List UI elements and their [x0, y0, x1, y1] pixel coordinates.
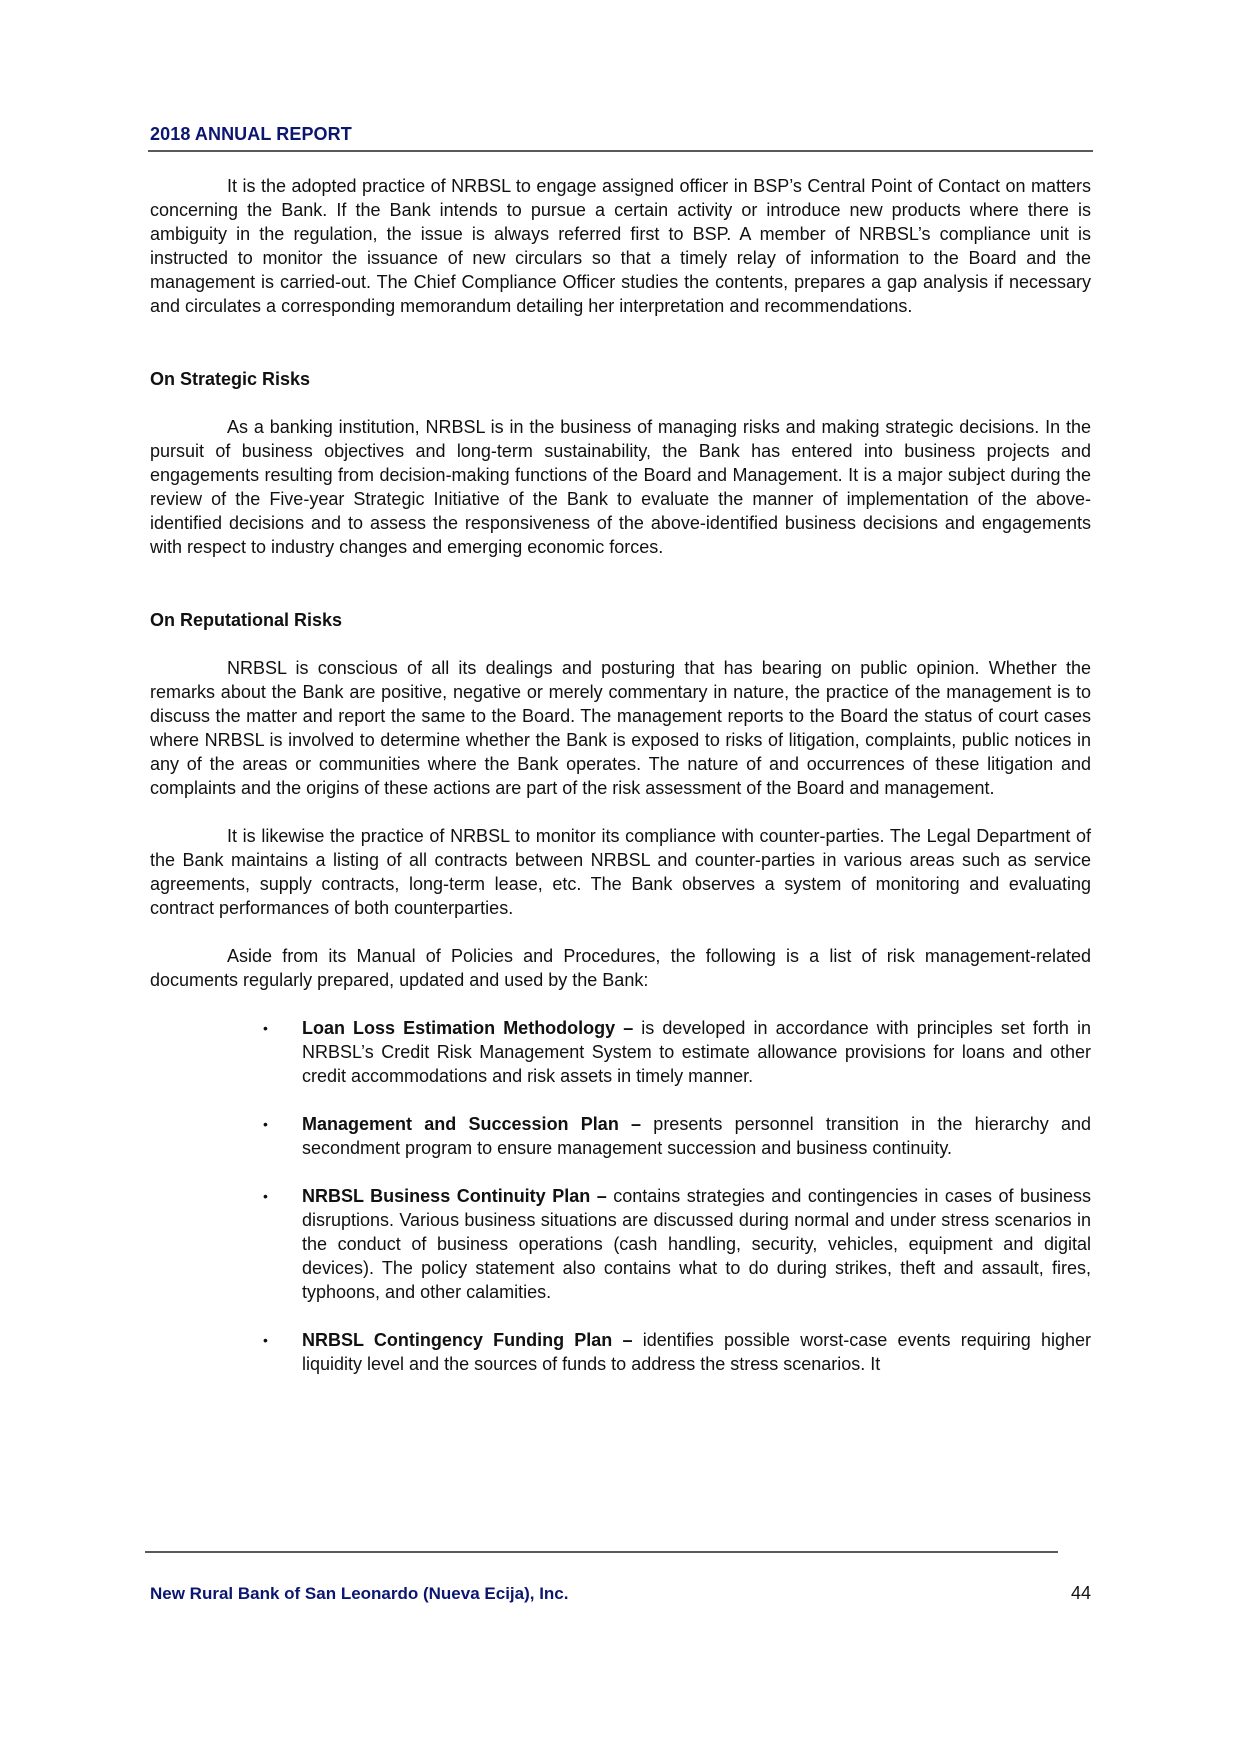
footer-organization-name: New Rural Bank of San Leonardo (Nueva Ecija), Inc. [150, 1584, 569, 1603]
list-item-loan-loss-methodology [150, 1016, 1091, 1088]
spacer [150, 559, 1091, 607]
spacer [150, 920, 1091, 944]
footer-divider [145, 1551, 1058, 1553]
running-header-title: 2018 ANNUAL REPORT [150, 124, 352, 144]
list-item-title: Loan Loss Estimation Methodology – [302, 1018, 634, 1038]
list-item-text: is developed in accordance with principles set forth in NRBSL’s Credit Risk Management System to estimate allowance provisions for loans and other credit accommodations and risk assets in timely manner. [302, 1018, 1091, 1086]
list-item-succession-plan [150, 1112, 1091, 1160]
bullet-icon: • [263, 1188, 268, 1204]
risk-documents-list [150, 1016, 1091, 1376]
list-item-contingency-funding-plan [150, 1328, 1091, 1376]
spacer [150, 992, 1091, 1016]
section-heading-strategic-risks: On Strategic Risks [150, 369, 311, 389]
spacer [150, 632, 1091, 656]
page-number: 44 [1071, 1583, 1092, 1603]
reputational-risks-paragraph-1: NRBSL is conscious of all its dealings and posturing that has bearing on public opinion. Whether the remarks about the Bank are positive, negative or merely commentary in nature, the practice of the management is to discuss the matter and report the same to the Board. The management reports to the Board the status of court cases where NRBSL is involved to determine whether the Bank is exposed to risks of litigation, complaints, public notices in any of the areas or communities where the Bank operates. The nature of and occurrences of these litigation and complaints and the origins of these actions are part of the risk assessment of the Board and management. [150, 658, 1091, 798]
section-heading-reputational-risks: On Reputational Risks [150, 610, 343, 630]
list-item-title: NRBSL Contingency Funding Plan – [302, 1330, 633, 1350]
list-item-text: presents personnel transition in the hierarchy and secondment program to ensure management succession and business continuity. [302, 1114, 1091, 1158]
list-item-text: contains strategies and contingencies in cases of business disruptions. Various business situations are discussed during normal and under stress scenarios in the conduct of business operations (cash handling, security, vehicles, equipment and digital devices). The policy statement also contains what to do during strikes, theft and assault, fires, typhoons, and other calamities. [302, 1186, 1091, 1302]
list-item-text: identifies possible worst-case events requiring higher liquidity level and the sources of funds to address the stress scenarios. It [302, 1330, 1091, 1374]
page-body [150, 174, 1091, 1376]
strategic-risks-paragraph: As a banking institution, NRBSL is in the business of managing risks and making strategic decisions. In the pursuit of business objectives and long-term sustainability, the Bank has entered into business projects and engagements resulting from decision-making functions of the Board and Management. It is a major subject during the review of the Five-year Strategic Initiative of the Bank to evaluate the manner of implementation of the above-identified decisions and to assess the responsiveness of the above-identified business decisions and engagements with respect to industry changes and emerging economic forces. [150, 417, 1091, 557]
intro-paragraph: It is the adopted practice of NRBSL to engage assigned officer in BSP’s Central Point of Contact on matters concerning the Bank. If the Bank intends to pursue a certain activity or introduce new products where there is ambiguity in the regulation, the issue is always referred first to BSP. A member of NRBSL’s compliance unit is instructed to monitor the issuance of new circulars so that a timely relay of information to the Board and the management is carried-out. The Chief Compliance Officer studies the contents, prepares a gap analysis if necessary and circulates a corresponding memorandum detailing her interpretation and recommendations. [150, 176, 1091, 316]
list-item-title: Management and Succession Plan – [302, 1114, 642, 1134]
list-item-business-continuity-plan [150, 1184, 1091, 1304]
header-divider [148, 150, 1093, 152]
bullet-icon: • [263, 1332, 268, 1348]
spacer [150, 391, 1091, 415]
reputational-risks-paragraph-2: It is likewise the practice of NRBSL to monitor its compliance with counter-parties. The Legal Department of the Bank maintains a listing of all contracts between NRBSL and counter-parties in various areas such as service agreements, supply contracts, long-term lease, etc. The Bank observes a system of monitoring and evaluating contract performances of both counterparties. [150, 826, 1091, 918]
list-item-title: NRBSL Business Continuity Plan – [302, 1186, 607, 1206]
spacer [150, 800, 1091, 824]
reputational-risks-paragraph-3: Aside from its Manual of Policies and Procedures, the following is a list of risk management-related documents regularly prepared, updated and used by the Bank: [150, 946, 1091, 990]
bullet-icon: • [263, 1116, 268, 1132]
spacer [150, 318, 1091, 366]
bullet-icon: • [263, 1020, 268, 1036]
